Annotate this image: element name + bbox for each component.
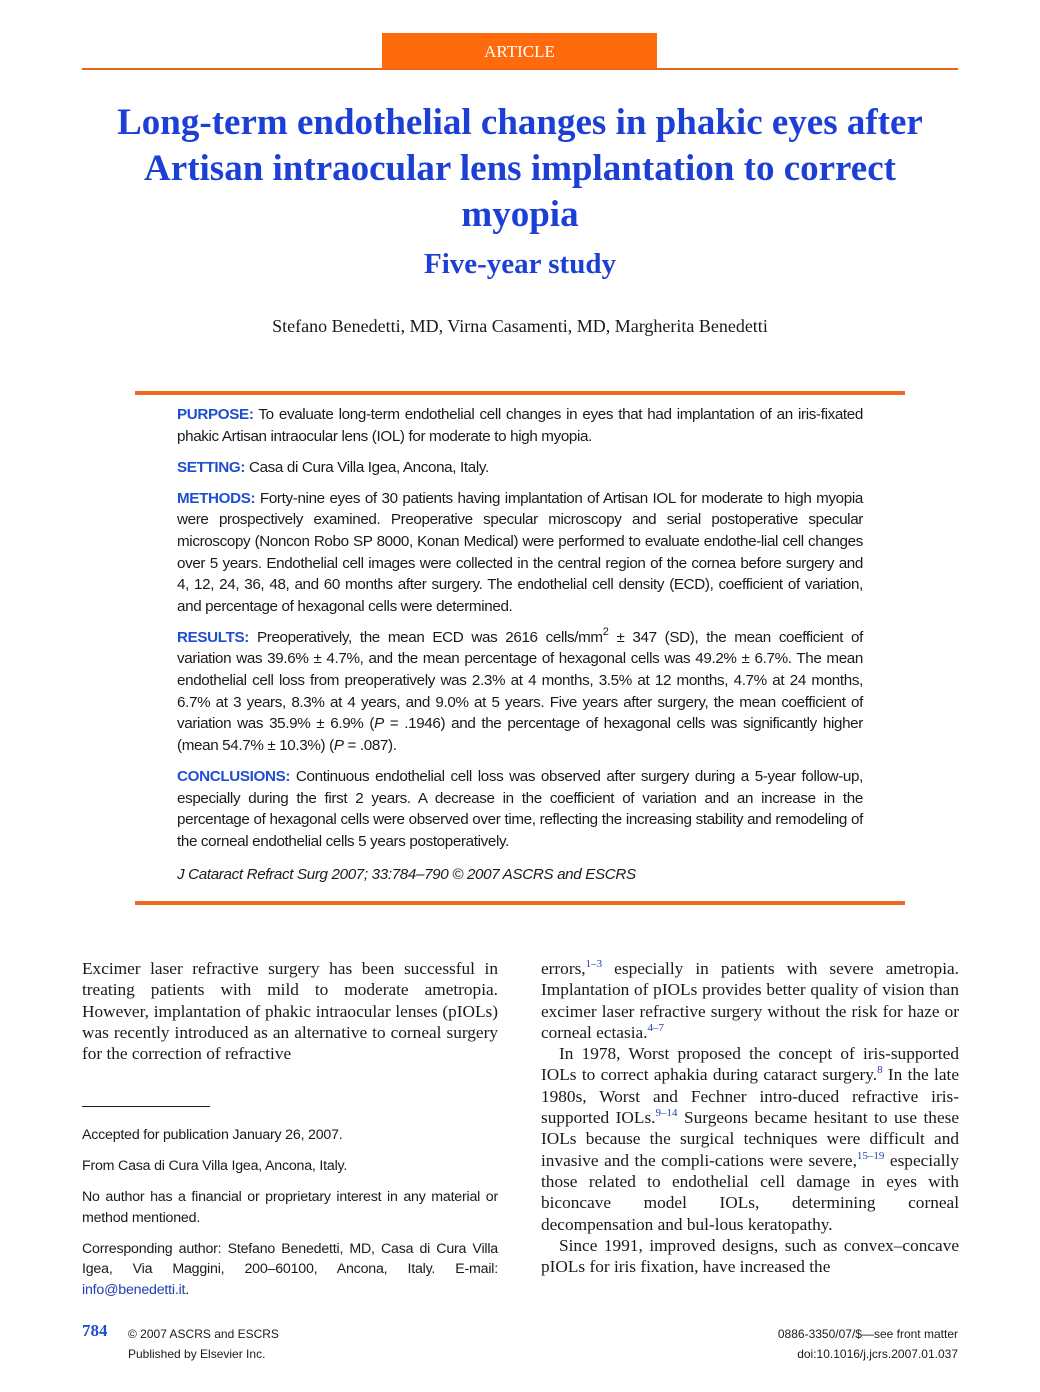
text-span: In 1978, Worst proposed the concept of iris-supported IOLs to correct aphakia during cataract surgery.	[541, 1044, 959, 1085]
footnote-disclosure: No author has a financial or proprietary interest in any material or method mentioned.	[82, 1189, 498, 1226]
footnote-corresponding	[82, 1239, 498, 1301]
footnote-rule	[82, 1106, 210, 1107]
footer-copyright: © 2007 ASCRS and ESCRS	[128, 1327, 279, 1341]
methods-label: METHODS:	[177, 489, 256, 507]
purpose-text: To evaluate long-term endothelial cell changes in eyes that had implantation of an iris-fixated phakic Artisan intraocular lens (IOL) for moderate to high myopia.	[177, 406, 863, 445]
text-span: errors,	[541, 959, 586, 978]
results-p-symbol: P	[333, 736, 344, 754]
page-number: 784	[82, 1321, 108, 1340]
corresponding-text: Corresponding author: Stefano Benedetti, MD, Casa di Cura Villa Igea, Via Maggini, 200–60100, Ancona, Italy. E-mail:	[82, 1240, 498, 1277]
text-span: especially in patients with severe ametropia. Implantation of pIOLs provides better quality of vision than excimer laser refractive surgery without the risk for haze or corneal ectasia.	[541, 959, 959, 1042]
results-text-c: = .1946) and the percentage of hexagonal cells was significantly higher (mean 54.7% ± 10.3%) (	[177, 715, 863, 754]
article-subtitle: Five-year study	[424, 248, 616, 280]
purpose-label: PURPOSE:	[177, 406, 254, 423]
abstract-results	[177, 627, 863, 757]
conclusions-label: CONCLUSIONS:	[177, 767, 291, 785]
header-rule	[82, 68, 958, 70]
article-title: Long-term endothelial changes in phakic eyes after Artisan intraocular lens implantation to correct myopia	[117, 102, 923, 235]
author-list: Stefano Benedetti, MD, Virna Casamenti, MD, Margherita Benedetti	[272, 316, 768, 336]
text-span: In the late 1980s, Worst and Fechner intro-duced refractive iris-supported IOLs.	[541, 1065, 959, 1128]
footnote-accepted: Accepted for publication January 26, 2007.	[82, 1127, 343, 1143]
abstract-methods	[177, 488, 863, 618]
footer-issn: 0886-3350/07/$—see front matter	[777, 1327, 958, 1341]
abstract-bottom-rule	[135, 901, 905, 905]
body-paragraph	[541, 1043, 959, 1235]
footer-publisher: Published by Elsevier Inc.	[128, 1347, 266, 1361]
body-column-left	[82, 958, 498, 1064]
footer-doi[interactable]: doi:10.1016/j.jcrs.2007.01.037	[797, 1347, 958, 1361]
reference-link[interactable]: 1–3	[585, 958, 603, 970]
methods-text: Forty-nine eyes of 30 patients having implantation of Artisan IOL for moderate to high myopia were prospectively examined. Preoperative specular microscopy and serial postoperative specular microscopy (Noncon Robo SP 8000, Konan Medical) were performed to evaluate endothe-lial cell changes over 5 years. Endothelial cell images were collected in the central region of the cornea before surgery and 4, 12, 24, 36, 48, and 60 months after surgery. The endothelial cell density (ECD), coefficient of variation, and percentage of hexagonal cells were determined.	[177, 489, 863, 615]
reference-link[interactable]: 15–19	[856, 1149, 885, 1162]
conclusions-text: Continuous endothelial cell loss was observed after surgery during a 5-year follow-up, especially during the first 2 years. A decrease in the coefficient of variation and an increase in the percentage of hexagonal cells were observed over time, reflecting the increasing stability and remodeling of the corneal endothelial cells 5 years postoperatively.	[177, 767, 863, 850]
abstract	[177, 404, 863, 895]
text-span: especially those related to endothelial cell damage in eyes with biconcave model IOLs, determining corneal decompensation and bul-lous keratopathy.	[541, 1150, 960, 1234]
journal-citation: J Cataract Refract Surg 2007; 33:784–790 © 2007 ASCRS and ESCRS	[177, 866, 636, 884]
body-column-right	[541, 958, 959, 1277]
results-p-symbol: P	[374, 715, 384, 733]
results-text-b: ± 347 (SD), the mean coefficient of variation was 39.6% ± 4.7%, and the mean percentage of hexagonal cells was 49.2% ± 6.7%. The mean endothelial cell loss from preoperatively was 2.3% at 4 months, 3.5% at 12 months, 4.7% at 24 months, 6.7% at 3 years, 8.3% at 4 years, and 9.0% at 5 years. Five years after surgery, the mean coefficient of variation was 35.9% ± 6.9% (	[177, 628, 863, 733]
abstract-setting	[177, 457, 863, 479]
results-superscript: 2	[602, 625, 609, 638]
footnote-affiliation: From Casa di Cura Villa Igea, Ancona, Italy.	[82, 1158, 348, 1174]
body-paragraph: Since 1991, improved designs, such as convex–concave pIOLs for iris fixation, have increased the	[541, 1235, 959, 1277]
footer-left	[128, 1324, 279, 1364]
reference-link[interactable]: 8	[877, 1064, 883, 1077]
abstract-conclusions	[177, 766, 863, 852]
reference-link[interactable]: 4–7	[647, 1021, 664, 1034]
footnotes	[82, 1125, 498, 1311]
reference-link[interactable]: 9–14	[655, 1107, 678, 1120]
text-span: Surgeons became hesitant to use these IOLs because the surgical techniques were difficult and invasive and the compli-cations were severe,	[541, 1108, 960, 1170]
results-label: RESULTS:	[177, 628, 250, 646]
section-tab-article: ARTICLE	[382, 33, 657, 69]
corresponding-end: .	[185, 1281, 190, 1298]
results-text-d: = .087).	[343, 736, 397, 754]
body-paragraph	[541, 958, 959, 1043]
setting-label: SETTING:	[177, 458, 246, 476]
abstract-top-rule	[135, 391, 905, 395]
intro-paragraph: Excimer laser refractive surgery has been successful in treating patients with mild to moderate ametropia. However, implantation of phakic intraocular lenses (pIOLs) was recently introduced as an alternative to corneal surgery for the correction of refractive	[82, 959, 498, 1064]
footer-right	[778, 1324, 958, 1364]
email-link[interactable]: info@benedetti.it	[82, 1281, 186, 1298]
results-text-a: Preoperatively, the mean ECD was 2616 cells/mm	[249, 628, 603, 646]
setting-text: Casa di Cura Villa Igea, Ancona, Italy.	[245, 458, 489, 476]
abstract-purpose	[177, 404, 863, 447]
